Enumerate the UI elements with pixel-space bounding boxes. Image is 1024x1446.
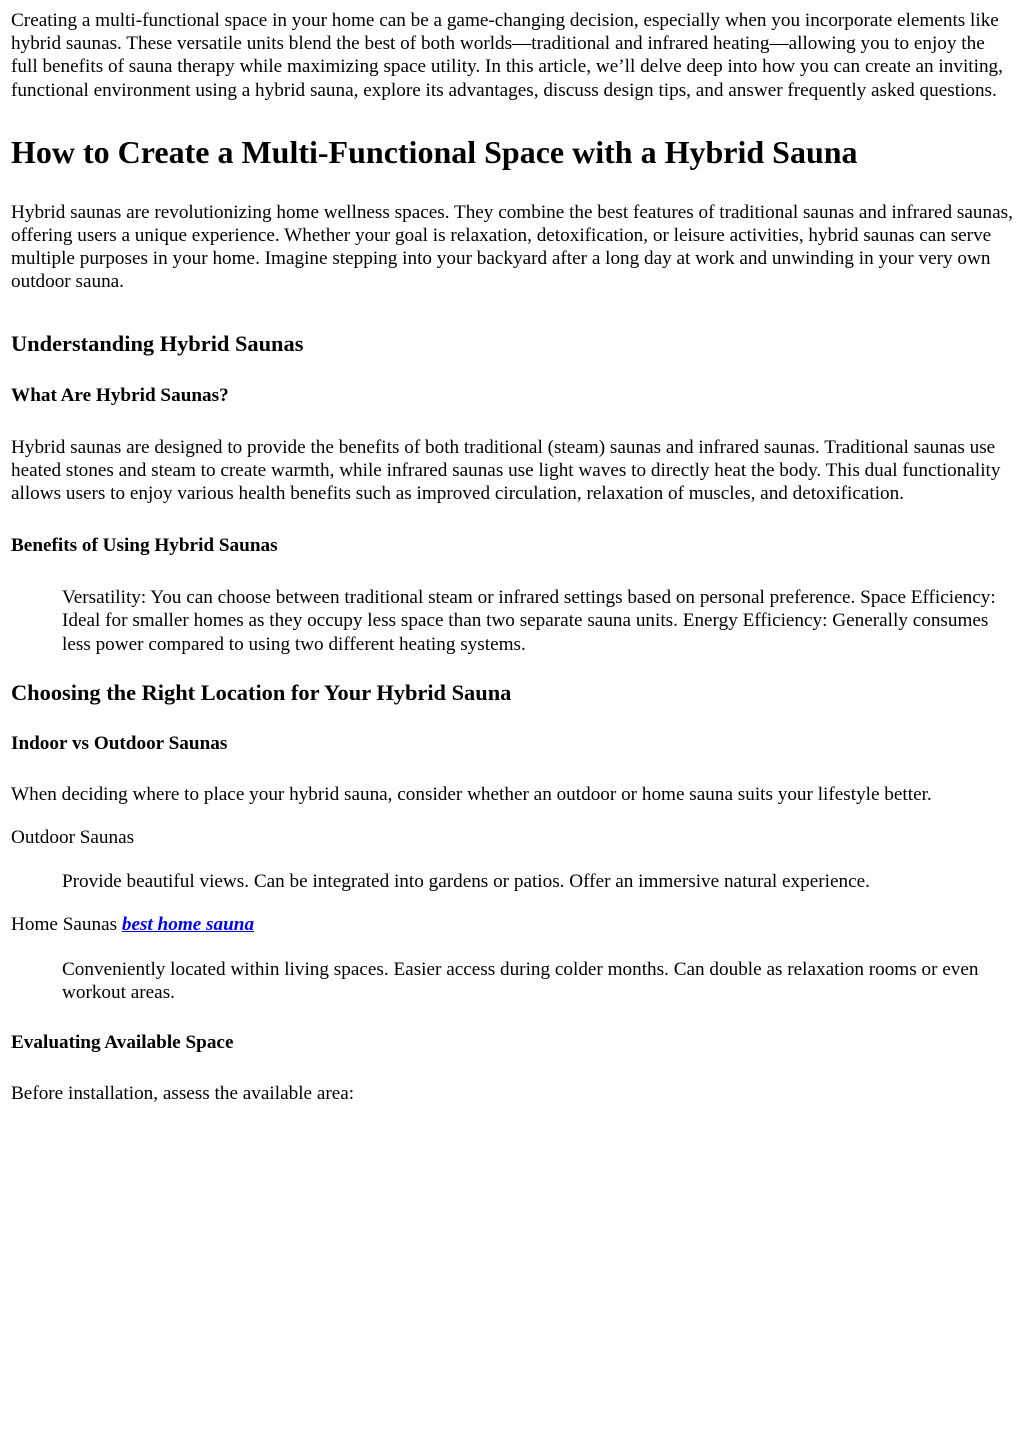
revolution-paragraph: Hybrid saunas are revolutionizing home wellness spaces. They combine the best features of traditional saunas and infrared saunas, offering users a unique experience. Whether your goal is relaxation, detoxification, or leisure activities, hybrid saunas can serve multiple purposes in your home. Imagine stepping into your backyard after a long day at work and unwinding in your very own outdoor sauna. bbox=[11, 201, 1013, 293]
intro-paragraph: Creating a multi-functional space in your home can be a game-changing decision, especially when you incorporate elements like hybrid saunas. These versatile units blend the best of both worlds—traditional and infrared heating—allowing you to enjoy the full benefits of sauna therapy while maximizing space utility. In this article, we’ll delve deep into how you can create an inviting, functional environment using a hybrid sauna, explore its advantages, discuss design tips, and answer frequently asked questions. bbox=[11, 10, 1003, 101]
outdoor-saunas-label: Outdoor Saunas bbox=[11, 827, 135, 849]
home-saunas-line bbox=[11, 913, 1014, 936]
best-home-sauna-link[interactable]: best home sauna bbox=[121, 914, 255, 936]
page-title: How to Create a Multi-Functional Space with a Hybrid Sauna bbox=[11, 133, 858, 170]
home-saunas-quote: Conveniently located within living spaces. Easier access during colder months. Can double as relaxation rooms or even workout areas. bbox=[62, 958, 979, 1003]
what-are-paragraph: Hybrid saunas are designed to provide the benefits of both traditional (steam) saunas and infrared saunas. Traditional saunas use heated stones and steam to create warmth, while infrared saunas use light waves to directly heat the body. This dual functionality allows users to enjoy various health benefits such as improved circulation, relaxation of muscles, and detoxification. bbox=[11, 436, 1001, 505]
before-paragraph: Before installation, assess the available area: bbox=[11, 1083, 355, 1105]
home-saunas-label: Home Saunas bbox=[11, 914, 118, 936]
outdoor-saunas-quote: Provide beautiful views. Can be integrated into gardens or patios. Offer an immersive natural experience. bbox=[62, 871, 870, 893]
benefits-heading: Benefits of Using Hybrid Saunas bbox=[11, 535, 278, 557]
understanding-heading: Understanding Hybrid Saunas bbox=[11, 330, 304, 356]
deciding-paragraph: When deciding where to place your hybrid sauna, consider whether an outdoor or home sauna suits your lifestyle better. bbox=[11, 783, 932, 805]
what-are-heading: What Are Hybrid Saunas? bbox=[11, 384, 229, 406]
location-heading: Choosing the Right Location for Your Hybrid Sauna bbox=[11, 679, 512, 705]
indoor-outdoor-heading: Indoor vs Outdoor Saunas bbox=[11, 732, 228, 754]
benefits-quote: Versatility: You can choose between traditional steam or infrared settings based on personal preference. Space Efficiency: Ideal for smaller homes as they occupy less space than two separate sauna units. Energy Efficiency: Generally consumes less power compared to using two different heating systems. bbox=[62, 587, 996, 655]
evaluating-heading: Evaluating Available Space bbox=[11, 1032, 234, 1054]
